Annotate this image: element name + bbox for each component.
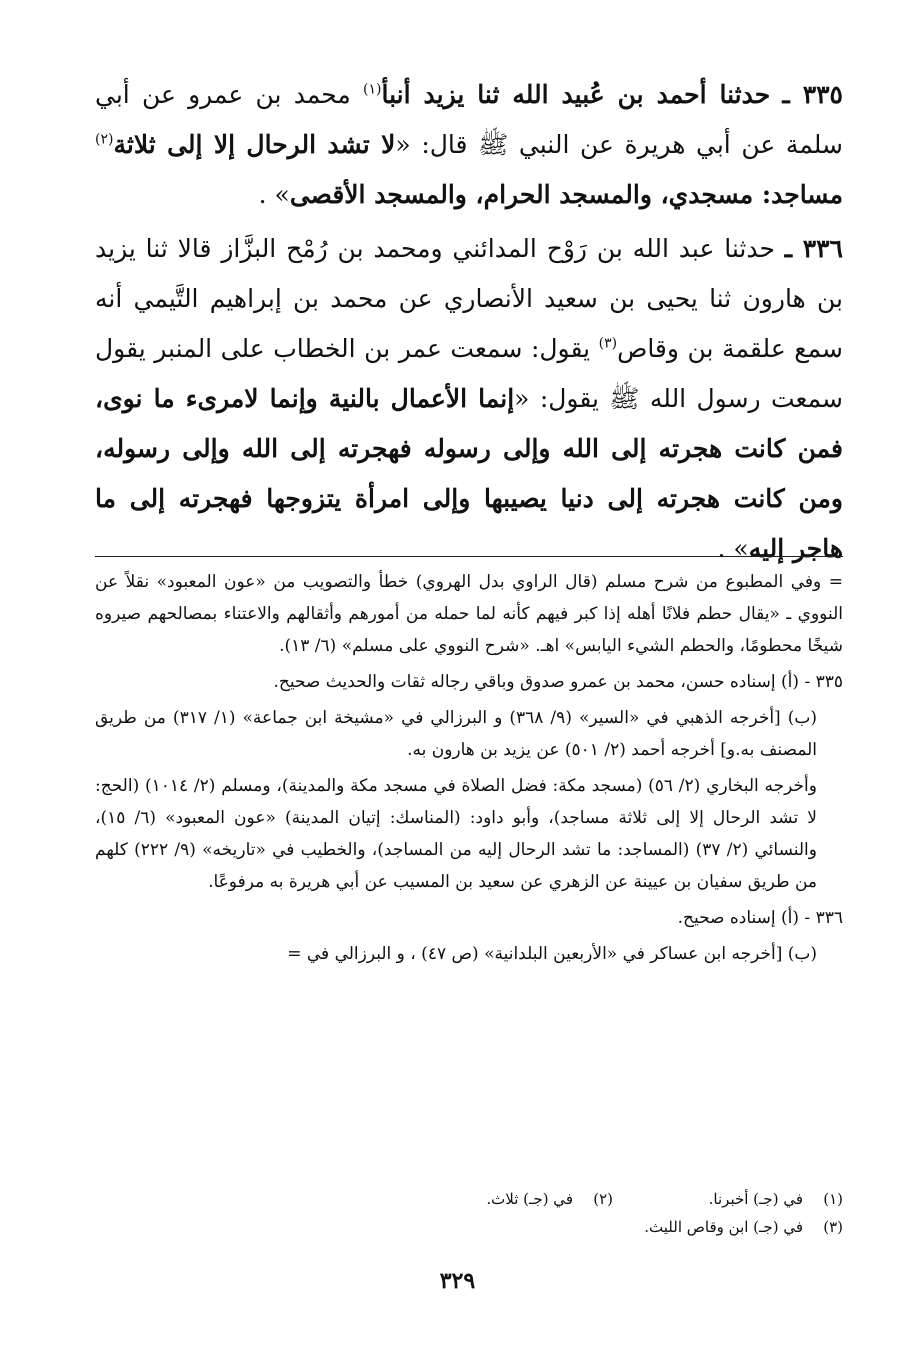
footnote-text: في (جـ) ابن وقاص الليث. [644,1218,803,1236]
footnote-1 [613,1185,843,1213]
footnote-row [95,1185,843,1213]
hadith-336 [95,224,843,574]
footnote-2 [383,1185,613,1213]
footnote-row [95,1213,843,1241]
hadith-number: ٣٣٥ ـ [782,80,843,109]
note-335-a: ٣٣٥ - (أ) إسناده حسن، محمد بن عمرو صدوق وباقي رجاله ثقات والحديث صحيح. [273,672,843,692]
hadith-335-paragraph [95,70,843,220]
note-336-a: ٣٣٦ - (أ) إسناده صحيح. [677,908,843,928]
footnote-ref: (٢) [95,131,114,148]
main-text-block [95,70,843,574]
note-335-c: وأخرجه البخاري (٢/ ٥٦) (مسجد مكة: فضل الصلاة في مسجد مكة والمدينة)، ومسلم (٢/ ١٠١٤) (الحج: لا تشد الرحال إلا إلى ثلاثة مساجد)، وأبو داود: (المناسك: إتيان المدينة) «عون المعبود» (٦/ ١٥)، والنسائي (٢/ ٣٧) (المساجد: ما تشد الرحال إليه من المساجد)، والخطيب في «تاريخه» (٩/ ٢٢٢) كلهم من طريق سفيان بن عيينة عن الزهري عن سعيد بن المسيب عن أبي هريرة به مرفوعًا. [95,776,817,892]
footnote-marker: (٢) [593,1190,613,1208]
note-336-b: (ب) [أخرجه ابن عساكر في «الأربعين البلدانية» (ص ٤٧) ، و البرزالي في = [287,944,817,964]
separator-line [95,556,843,557]
footnote-marker: (١) [823,1190,843,1208]
footnotes [95,1185,843,1241]
hadith-335 [95,70,843,220]
hadith-text: حدثنا أحمد بن عُبيد الله ثنا يزيد أنبأ [381,80,771,109]
hadith-matn: لا تشد الرحال إلا إلى ثلاثة [113,130,396,159]
page-number: ٣٢٩ [439,1268,476,1294]
hadith-text: يقول: سمعت عمر بن الخطاب على المنبر يقول سمعت رسول الله ﷺ يقول: « [95,334,843,413]
hadith-text: » . [717,534,749,563]
hadith-text: محمد بن عمرو عن أبي سلمة عن أبي هريرة عن النبي ﷺ قال: « [95,80,843,159]
commentary-notes [95,566,843,970]
footnote-3 [613,1213,843,1241]
note-continuation: = وفي المطبوع من شرح مسلم (قال الراوي بدل الهروي) خطأ والتصويب من «عون المعبود» نقلاً عن النووي ـ «يقال حطم فلانًا أهله إذا كبر فيهم كأنه لما حمله من أمورهم وأثقالهم والاعتناء بمصالحهم صيروه شيخًا محطومًا، والحطم الشيء اليابس» اهـ. «شرح النووي على مسلم» (٦/ ١٣). [95,572,843,656]
hadith-number: ٣٣٦ ـ [784,234,843,263]
hadith-text: » . [258,180,290,209]
hadith-matn: إنما الأعمال بالنية وإنما لامرىء ما نوى، فمن كانت هجرته إلى الله وإلى رسوله فهجرته إلى الله وإلى رسوله، ومن كانت هجرته إلى دنيا يصيبها وإلى امرأة يتزوجها فهجرته إلى ما هاجر إليه [95,384,843,563]
footnote-text: في (جـ) أخبرنا. [708,1190,803,1208]
footnote-text: في (جـ) ثلاث. [486,1190,573,1208]
hadith-336-paragraph [95,224,843,574]
hadith-text: حدثنا عبد الله بن رَوْح المدائني ومحمد بن رُمْح البزَّاز قالا ثنا يزيد بن هارون ثنا يحيى بن سعيد الأنصاري عن محمد بن إبراهيم التَّيمي أنه سمع علقمة بن وقاص [95,234,843,363]
footnote-ref: (١) [363,81,382,98]
hadith-matn: مساجد: مسجدي، والمسجد الحرام، والمسجد الأقصى [289,180,843,209]
note-335-b: (ب) [أخرجه الذهبي في «السير» (٩/ ٣٦٨) و البرزالي في «مشيخة ابن جماعة» (١/ ٣١٧) من طريق المصنف به.و] أخرجه أحمد (٢/ ٥٠١) عن يزيد بن هارون به. [95,708,817,760]
footnote-ref: (٣) [598,335,618,352]
footnote-marker: (٣) [823,1218,843,1236]
